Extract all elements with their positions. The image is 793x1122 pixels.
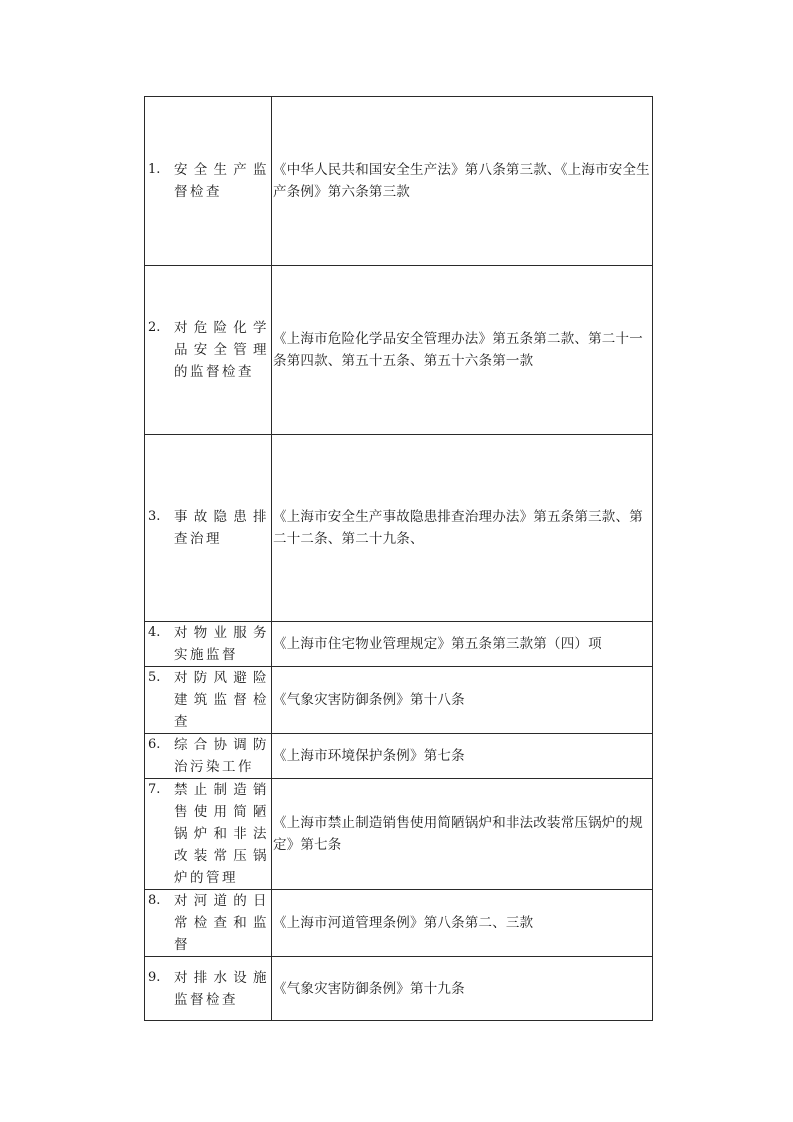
basis-cell — [272, 266, 653, 435]
item-cell — [145, 957, 272, 1021]
basis-cell — [272, 779, 653, 890]
basis-cell — [272, 97, 653, 266]
item-name: 对物业服务实施监督 — [174, 625, 269, 663]
item-cell — [145, 266, 272, 435]
basis-cell — [272, 957, 653, 1021]
item-name: 对防风避险建筑监督检查 — [174, 670, 269, 730]
item-name: 对排水设施监督检查 — [174, 969, 269, 1008]
table-row — [145, 779, 653, 890]
item-number: 2. — [148, 320, 161, 335]
table-row — [145, 667, 653, 734]
legal-basis-text: 《上海市安全生产事故隐患排查治理办法》第五条第三款、第二十二条、第二十九条、 — [273, 509, 643, 547]
regulation-table — [144, 96, 653, 1021]
item-name: 安全生产监督检查 — [174, 162, 269, 200]
table-row — [145, 435, 653, 622]
basis-cell — [272, 890, 653, 957]
item-name: 事故隐患排查治理 — [174, 509, 269, 547]
item-cell — [145, 435, 272, 622]
item-cell — [145, 734, 272, 779]
item-number: 7. — [148, 782, 161, 797]
item-number: 1. — [148, 162, 161, 177]
basis-cell — [272, 734, 653, 779]
legal-basis-text: 《上海市危险化学品安全管理办法》第五条第二款、第二十一条第四款、第五十五条、第五十六条第一款 — [273, 331, 643, 369]
item-number: 4. — [148, 625, 161, 640]
item-cell — [145, 97, 272, 266]
basis-cell — [272, 622, 653, 667]
legal-basis-text: 《上海市住宅物业管理规定》第五条第三款第（四）项 — [273, 636, 602, 652]
item-number: 5. — [148, 670, 161, 685]
item-cell — [145, 667, 272, 734]
item-name: 对河道的日常检查和监督 — [174, 893, 269, 953]
legal-basis-text: 《中华人民共和国安全生产法》第八条第三款、《上海市安全生产条例》第六条第三款 — [273, 162, 650, 200]
item-name: 对危险化学品安全管理的监督检查 — [174, 320, 269, 380]
item-cell — [145, 779, 272, 890]
table-row — [145, 957, 653, 1021]
table-row — [145, 622, 653, 667]
legal-basis-text: 《上海市禁止制造销售使用简陋锅炉和非法改装常压锅炉的规定》第七条 — [273, 815, 643, 853]
legal-basis-text: 《上海市环境保护条例》第七条 — [273, 748, 465, 764]
item-number: 9. — [148, 969, 161, 985]
item-number: 6. — [148, 737, 161, 752]
basis-cell — [272, 435, 653, 622]
item-number: 8. — [148, 893, 161, 908]
item-name: 综合协调防治污染工作 — [174, 737, 269, 775]
item-cell — [145, 622, 272, 667]
legal-basis-text: 《气象灾害防御条例》第十九条 — [273, 980, 465, 997]
basis-cell — [272, 667, 653, 734]
item-cell — [145, 890, 272, 957]
table-row — [145, 266, 653, 435]
table-row — [145, 97, 653, 266]
table-row — [145, 890, 653, 957]
legal-basis-text: 《气象灾害防御条例》第十八条 — [273, 692, 465, 708]
legal-basis-text: 《上海市河道管理条例》第八条第二、三款 — [273, 915, 534, 931]
item-name: 禁止制造销售使用简陋锅炉和非法改装常压锅炉的管理 — [174, 782, 269, 886]
item-number: 3. — [148, 509, 161, 524]
table-row — [145, 734, 653, 779]
